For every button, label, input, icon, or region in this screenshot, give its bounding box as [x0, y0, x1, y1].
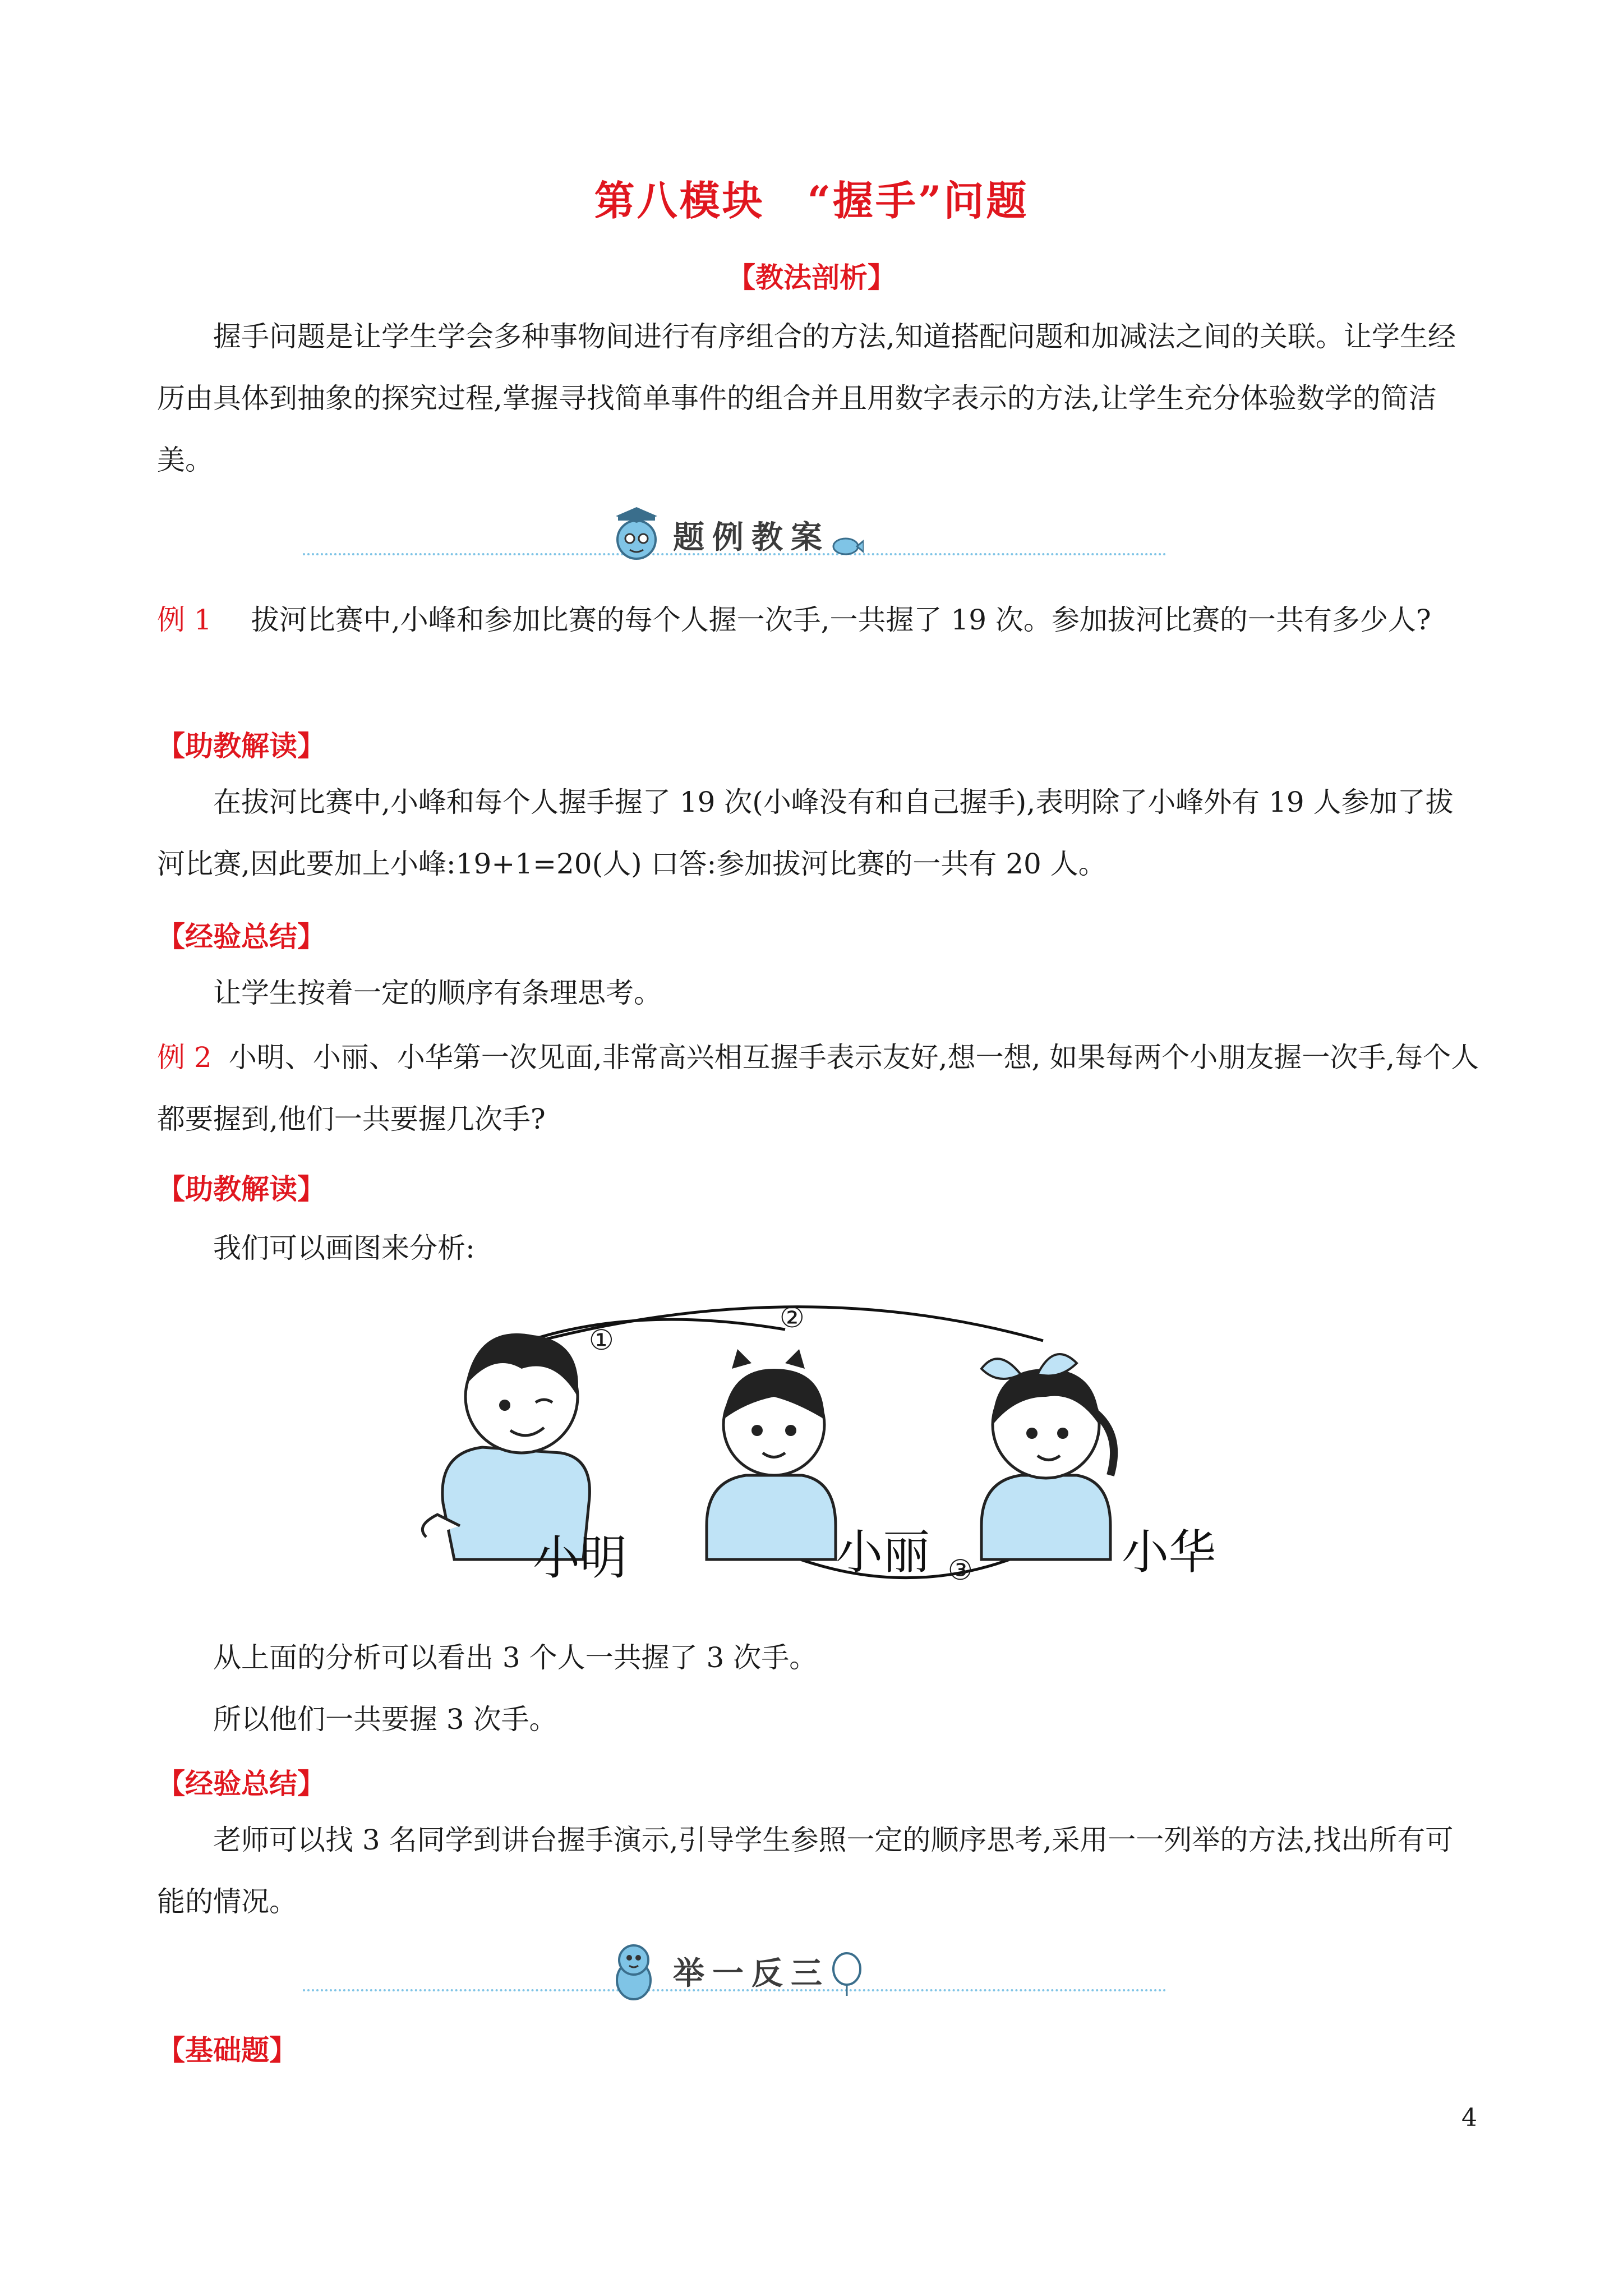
practice-banner-title: 举一反三 [673, 1955, 830, 1992]
teaching-method-heading: 【教法剖析】 [727, 261, 896, 294]
page-title: 第八模块 “握手”问题 [594, 177, 1029, 224]
handshake-number-3: ③ [948, 1554, 973, 1586]
example-2-assist-heading: 【助教解读】 [157, 1172, 325, 1205]
handshake-arcs [393, 1290, 1234, 1616]
basic-questions-heading: 【基础题】 [157, 2033, 297, 2067]
handshake-number-1: ① [589, 1324, 614, 1356]
balloon-icon [830, 1952, 864, 1997]
example-2-summary-heading: 【经验总结】 [157, 1767, 325, 1800]
teacher-mascot-icon [606, 505, 667, 567]
dragon-mascot-icon [606, 1941, 662, 2003]
example-1-question: 拔河比赛中,小峰和参加比赛的每个人握一次手,一共握了 19 次。参加拔河比赛的一共有多少人? [251, 604, 1431, 636]
teaching-method-paragraph [157, 306, 1469, 491]
example-1 [157, 589, 1481, 651]
example-1-assist [157, 771, 1469, 895]
example-2-conclusion-2: 所以他们一共要握 3 次手。 [213, 1703, 557, 1736]
name-xiaohua: 小华 [1122, 1525, 1216, 1580]
girl-xiaohua-icon [981, 1354, 1114, 1559]
examples-banner-title: 题例教案 [673, 519, 830, 556]
example-1-summary-text: 让学生按着一定的顺序有条理思考。 [213, 977, 662, 1009]
example-1-assist-heading: 【助教解读】 [157, 729, 325, 762]
page-number: 4 [1461, 2104, 1477, 2132]
example-2-question: 小明、小丽、小华第一次见面,非常高兴相互握手表示友好,想一想, 如果每两个小朋友握一次手,每个人都要握到,他们一共要握几次手? [157, 1041, 1479, 1135]
example-2 [157, 1027, 1481, 1150]
example-1-summary-heading: 【经验总结】 [157, 920, 325, 953]
name-xiaoming: 小明 [533, 1530, 628, 1585]
example-1-label: 例 1 [157, 604, 212, 636]
teaching-method-text: 握手问题是让学生学会多种事物间进行有序组合的方法,知道搭配问题和加减法之间的关联。让学生经历由具体到抽象的探究过程,掌握寻找简单事件的组合并且用数字表示的方法,让学生充分体验数学的简洁美。 [157, 320, 1456, 476]
practice-banner [303, 1941, 1166, 2008]
name-xiaoli: 小丽 [836, 1525, 930, 1580]
example-2-assist-intro: 我们可以画图来分析: [213, 1232, 475, 1264]
examples-banner [303, 505, 1166, 572]
example-2-summary-text: 老师可以找 3 名同学到讲台握手演示,引导学生参照一定的顺序思考,采用一一列举的方法,找出所有可能的情况。 [157, 1824, 1454, 1918]
handshake-number-2: ② [780, 1301, 805, 1334]
fish-icon [830, 533, 864, 559]
girl-xiaoli-icon [707, 1349, 836, 1559]
example-1-assist-text: 在拔河比赛中,小峰和每个人握手握了 19 次(小峰没有和自己握手),表明除了小峰外有 19 人参加了拔河比赛,因此要加上小峰:19+1=20(人) 口答:参加拔河比赛的一共有 20 人。 [157, 786, 1454, 880]
example-2-label: 例 2 [157, 1041, 212, 1074]
example-2-conclusion-1: 从上面的分析可以看出 3 个人一共握了 3 次手。 [213, 1641, 818, 1674]
handshake-figure [393, 1290, 1234, 1616]
example-2-summary [157, 1809, 1469, 1932]
